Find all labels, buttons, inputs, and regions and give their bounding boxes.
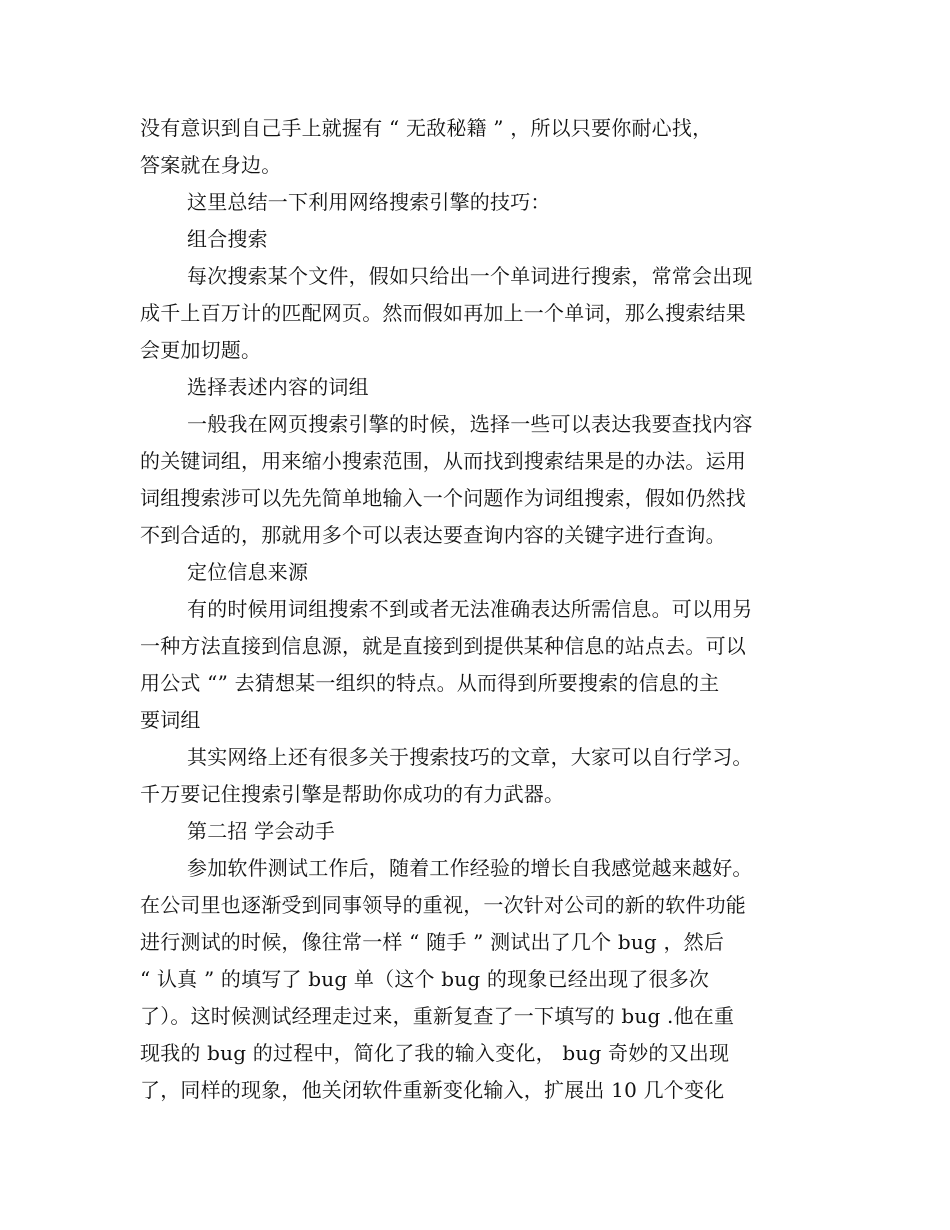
text-line: 现我的 bug 的过程中，简化了我的输入变化， bug 奇妙的又出现 bbox=[140, 1041, 730, 1065]
text-line: 用公式 “” 去猜想某一组织的特点。从而得到所要搜索的信息的主 bbox=[140, 671, 720, 695]
text-line: 没有意识到自己手上就握有 “ 无敌秘籍 ” ，所以只要你耐心找， bbox=[140, 116, 713, 140]
section-heading: 组合搜索 bbox=[187, 227, 268, 251]
text-line: 答案就在身边。 bbox=[140, 153, 282, 177]
text-line: 一般我在网页搜索引擎的时候，选择一些可以表达我要查找内容 bbox=[187, 412, 753, 436]
text-line: 要词组 bbox=[140, 708, 201, 732]
text-line: 在公司里也逐渐受到同事领导的重视，一次针对公司的新的软件功能 bbox=[140, 893, 746, 917]
section-heading: 选择表述内容的词组 bbox=[187, 375, 369, 399]
text-line: 一种方法直接到信息源，就是直接到到提供某种信息的站点去。可以 bbox=[140, 634, 746, 658]
section-heading: 第二招 学会动手 bbox=[187, 819, 335, 843]
text-line: 的关键词组，用来缩小搜索范围，从而找到搜索结果是的办法。运用 bbox=[140, 449, 746, 473]
text-line: 有的时候用词组搜索不到或者无法准确表达所需信息。可以用另 bbox=[187, 597, 753, 621]
section-heading: 定位信息来源 bbox=[187, 560, 309, 584]
text-line: 了）。这时候测试经理走过来，重新复查了一下填写的 bug .他在重 bbox=[140, 1004, 735, 1028]
text-line: 会更加切题。 bbox=[140, 338, 262, 362]
text-line: 进行测试的时候，像往常一样 “ 随手 ” 测试出了几个 bug ，然后 bbox=[140, 930, 725, 954]
text-line: 参加软件测试工作后，随着工作经验的增长自我感觉越来越好。 bbox=[187, 856, 753, 880]
text-line: 不到合适的，那就用多个可以表达要查询内容的关键字进行查询。 bbox=[140, 523, 726, 547]
text-line: 其实网络上还有很多关于搜索技巧的文章，大家可以自行学习。 bbox=[187, 745, 753, 769]
text-line: 了，同样的现象，他关闭软件重新变化输入，扩展出 10 几个变化 bbox=[140, 1078, 725, 1102]
text-line: 成千上百万计的匹配网页。然而假如再加上一个单词，那么搜索结果 bbox=[140, 301, 746, 325]
text-line: 千万要记住搜索引擎是帮助你成功的有力武器。 bbox=[140, 782, 565, 806]
text-line: 每次搜索某个文件，假如只给出一个单词进行搜索，常常会出现 bbox=[187, 264, 753, 288]
text-line: “ 认真 ” 的填写了 bug 单（这个 bug 的现象已经出现了很多次 bbox=[140, 967, 710, 991]
text-line: 这里总结一下利用网络搜索引擎的技巧： bbox=[187, 190, 551, 214]
text-line: 词组搜索涉可以先先简单地输入一个问题作为词组搜索，假如仍然找 bbox=[140, 486, 746, 510]
